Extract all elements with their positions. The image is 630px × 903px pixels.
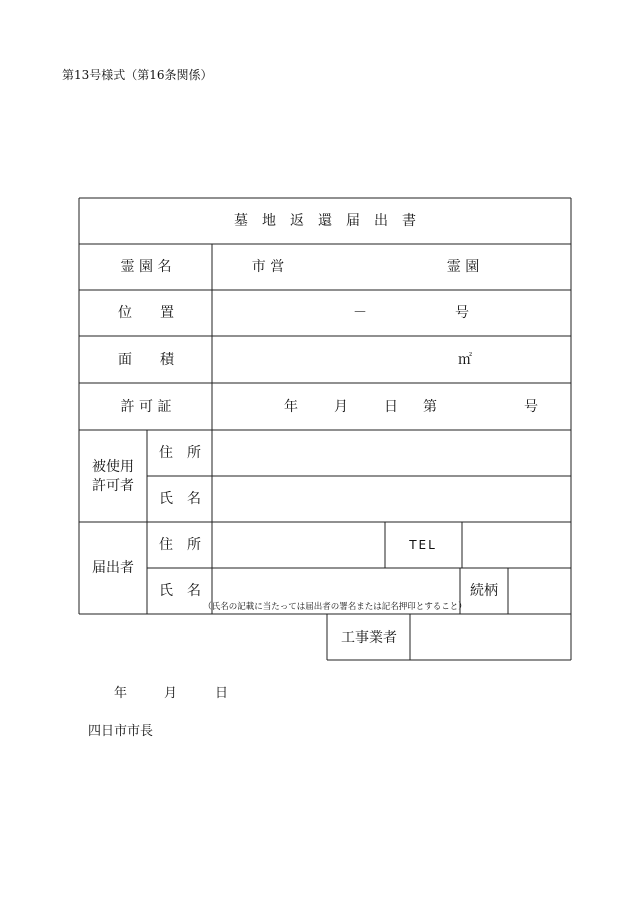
cemetery-suffix-text: 霊 園	[446, 259, 480, 275]
notifier-address-label: 住 所	[159, 537, 201, 553]
location-dash: －	[353, 305, 367, 321]
footer-date-year: 年	[114, 686, 128, 701]
permit-go: 号	[524, 399, 538, 415]
location-label: 位 置	[118, 305, 174, 321]
notifier-relation-label: 続柄	[470, 583, 498, 599]
area-label: 面 積	[118, 352, 174, 368]
notifier-label: 届出者	[92, 560, 134, 576]
footer-date-day: 日	[215, 686, 229, 701]
mayor-addressee: 四日市市長	[88, 724, 154, 739]
permit-year: 年	[284, 399, 298, 415]
location-number-suffix: 号	[455, 305, 469, 321]
user-label-line2: 許可者	[92, 478, 134, 494]
permit-day: 日	[384, 399, 398, 415]
contractor-label: 工事業者	[341, 630, 397, 646]
permit-month: 月	[334, 399, 348, 415]
permit-dai: 第	[423, 399, 437, 415]
area-unit: ㎡	[458, 352, 472, 368]
footer-date-month: 月	[164, 686, 178, 701]
cemetery-city-text: 市 営	[251, 259, 285, 275]
notifier-tel-label: TEL	[409, 538, 437, 552]
notifier-signature-note: （氏名の記載に当たっては届出者の署名または記名押印とすること）	[203, 602, 467, 612]
user-label-line1: 被使用	[92, 459, 134, 475]
form-number: 第13号様式（第16条関係）	[62, 68, 213, 82]
notifier-name-label: 氏 名	[159, 583, 201, 599]
permit-label: 許 可 証	[120, 399, 172, 415]
user-address-label: 住 所	[159, 445, 201, 461]
user-name-label: 氏 名	[159, 491, 201, 507]
form-title: 墓 地 返 還 届 出 書	[234, 213, 416, 229]
cemetery-label: 霊 園 名	[120, 259, 172, 275]
